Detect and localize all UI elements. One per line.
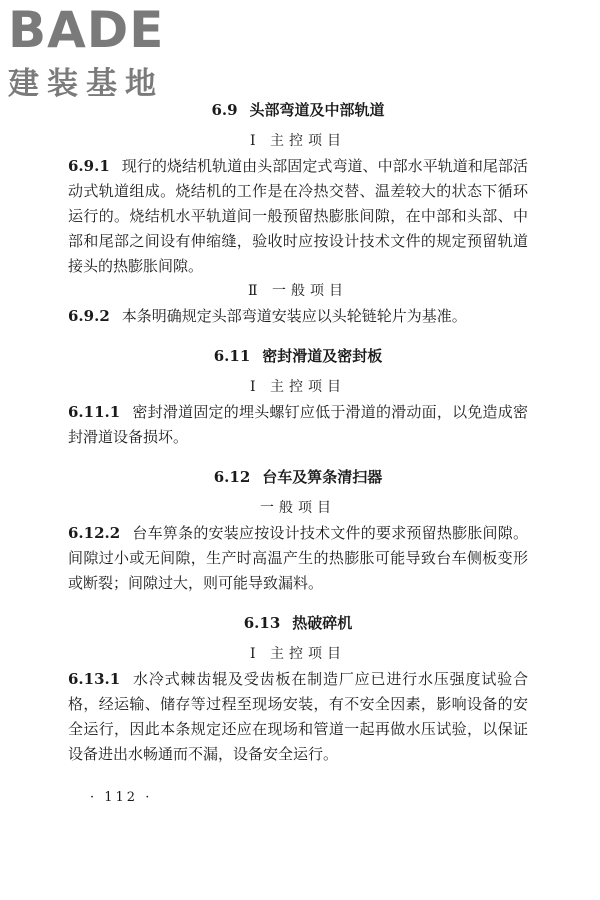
group-label: Ⅰ 主控项目	[250, 379, 346, 395]
clause-text: 本条明确规定头部弯道安装应以头轮链轮片为基准。	[121, 307, 467, 325]
clause-number: 6.9.2	[68, 307, 110, 325]
clause-number: 6.12.2	[68, 524, 121, 542]
bade-logo	[8, 1, 165, 103]
section-heading	[68, 344, 528, 369]
group-label: Ⅱ 一般项目	[248, 283, 348, 299]
clause-text: 现行的烧结机轨道由头部固定式弯道、中部水平轨道和尾部活动式轨道组成。烧结机的工作是在冷热交替、温差较大的状态下循环运行的。烧结机水平轨道间一般预留热膨胀间隙，在中部和头部、中部和尾部之间设有伸缩缝，验收时应按设计技术文件的规定预留轨道接头的热膨胀间隙。	[68, 157, 528, 275]
section-title: 头部弯道及中部轨道	[249, 101, 385, 119]
group-label: 一般项目	[260, 500, 336, 516]
section-title: 密封滑道及密封板	[262, 347, 383, 365]
group-label: Ⅰ 主控项目	[250, 646, 346, 662]
section-heading	[68, 465, 528, 490]
clause-text: 水冷式棘齿辊及受齿板在制造厂应已进行水压强度试验合格，经运输、储存等过程至现场安装，有不安全因素，影响设备的安全运行，因此本条规定还应在现场和管道一起再做水压试验，以保证设备进出水畅通而不漏，设备安全运行。	[68, 670, 528, 763]
group-label: Ⅰ 主控项目	[250, 133, 346, 149]
clause-number: 6.11.1	[68, 403, 121, 421]
clause-text: 密封滑道固定的埋头螺钉应低于滑道的滑动面，以免造成密封滑道设备损坏。	[68, 403, 528, 446]
section-number: 6.12	[213, 468, 251, 486]
clause-paragraph	[68, 400, 528, 450]
clause-text: 台车箅条的安装应按设计技术文件的要求预留热膨胀间隙。间隙过小或无间隙，生产时高温产生的热膨胀可能导致台车侧板变形或断裂；间隙过大，则可能导致漏料。	[68, 524, 528, 592]
section-title: 热破碎机	[292, 614, 353, 632]
section-number: 6.13	[243, 614, 281, 632]
clause-paragraph	[68, 154, 528, 279]
clause-number: 6.13.1	[68, 670, 121, 688]
section-number: 6.9	[211, 101, 238, 119]
section-number: 6.11	[213, 347, 251, 365]
page-body	[68, 98, 528, 767]
logo-subtitle: 建装基地	[8, 66, 164, 102]
logo-mark: BADE	[8, 1, 165, 59]
clause-paragraph	[68, 667, 528, 767]
section-title: 台车及箅条清扫器	[262, 468, 383, 486]
section-heading	[68, 98, 528, 123]
section-heading	[68, 611, 528, 636]
clause-number: 6.9.1	[68, 157, 110, 175]
page-number: · 112 ·	[90, 790, 153, 805]
clause-paragraph	[68, 521, 528, 596]
clause-paragraph	[68, 304, 528, 329]
